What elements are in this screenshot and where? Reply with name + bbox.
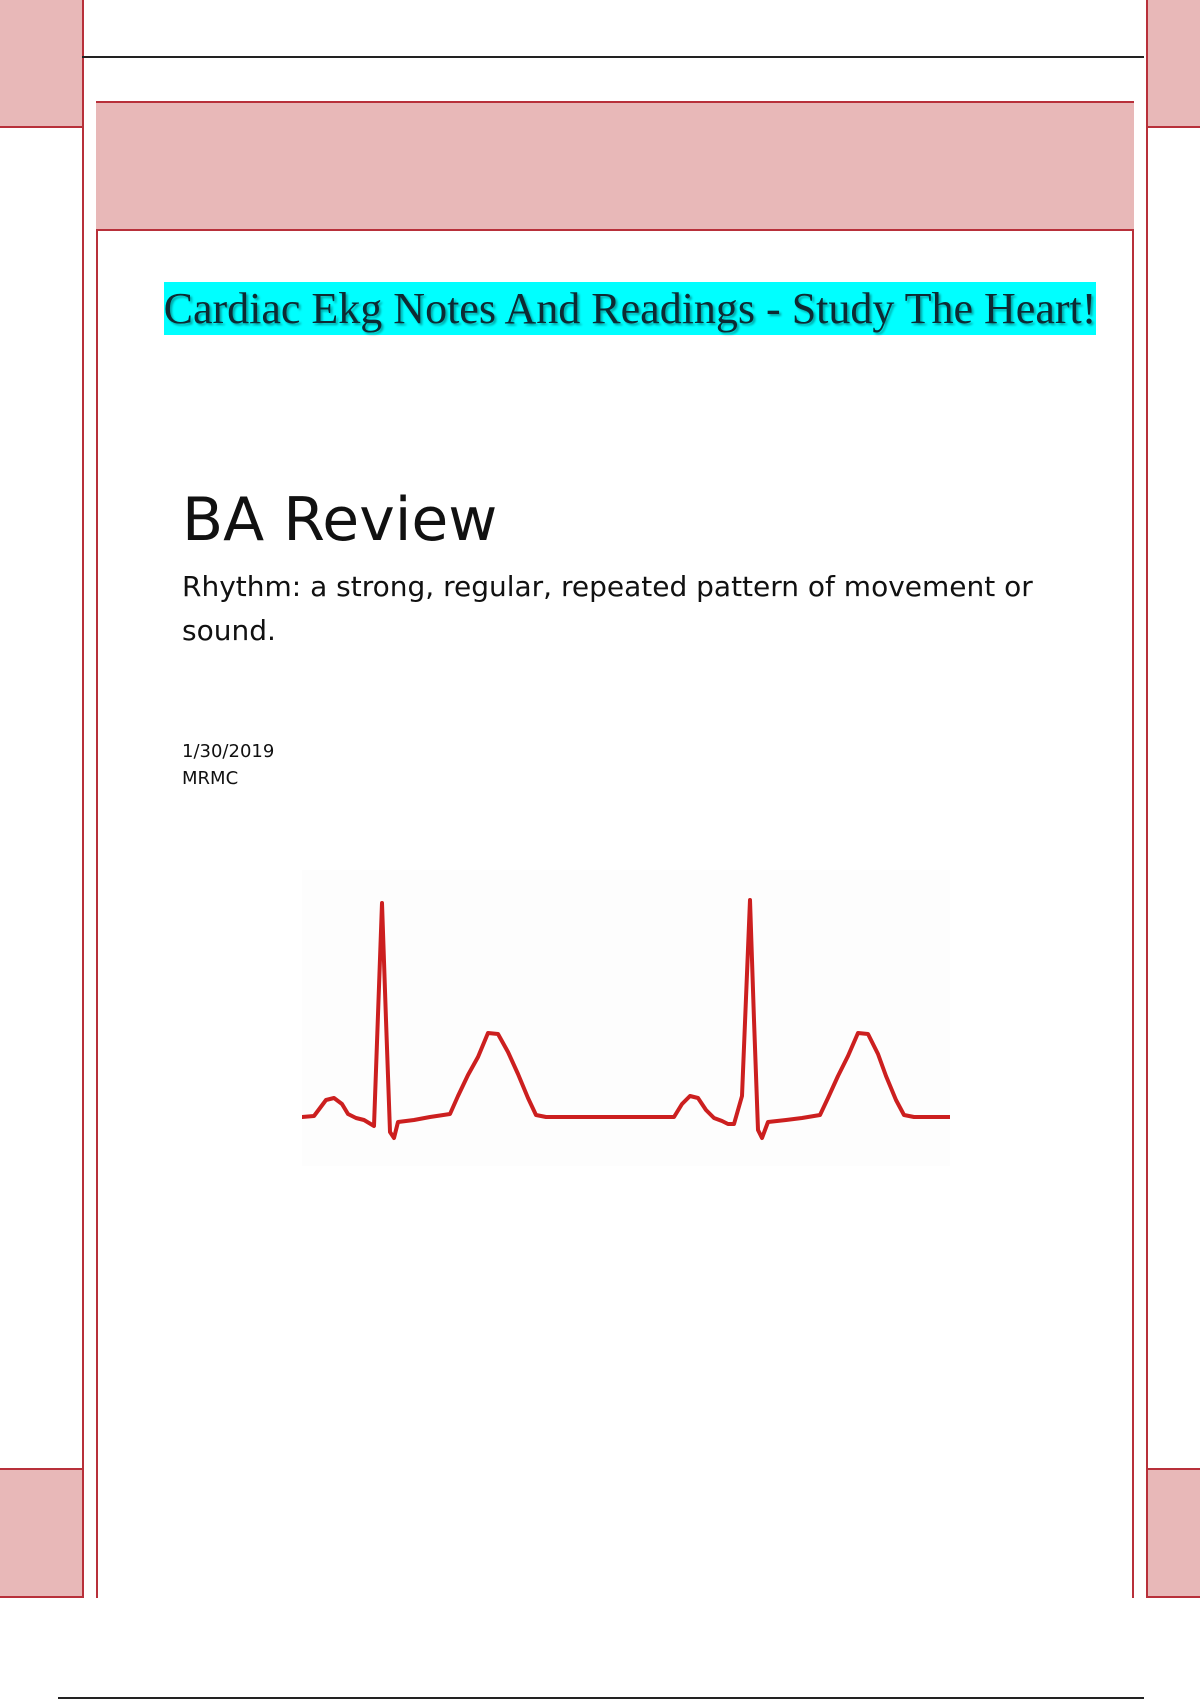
document-organization: MRMC (182, 768, 239, 789)
corner-block-top-right (1146, 0, 1200, 128)
header-rule (82, 56, 1144, 58)
header-band (96, 101, 1134, 231)
corner-block-bottom-left (0, 1468, 84, 1598)
frame-line-left-outer (82, 0, 84, 1598)
document-date: 1/30/2019 (182, 741, 275, 762)
rhythm-definition: Rhythm: a strong, regular, repeated pattern of movement or sound. (182, 570, 1033, 647)
footer-rule (58, 1697, 1144, 1699)
frame-line-right-outer (1146, 0, 1148, 1598)
section-heading: BA Review (182, 485, 498, 555)
corner-block-top-left (0, 0, 84, 128)
frame-line-left-inner (96, 101, 98, 1598)
frame-line-right-inner (1132, 101, 1134, 1598)
document-meta (182, 738, 274, 792)
document-title-text: Cardiac Ekg Notes And Readings - Study The Heart! (163, 284, 1097, 333)
document-title (150, 278, 1110, 340)
ekg-waveform-image (302, 870, 950, 1166)
corner-block-bottom-right (1146, 1468, 1200, 1598)
